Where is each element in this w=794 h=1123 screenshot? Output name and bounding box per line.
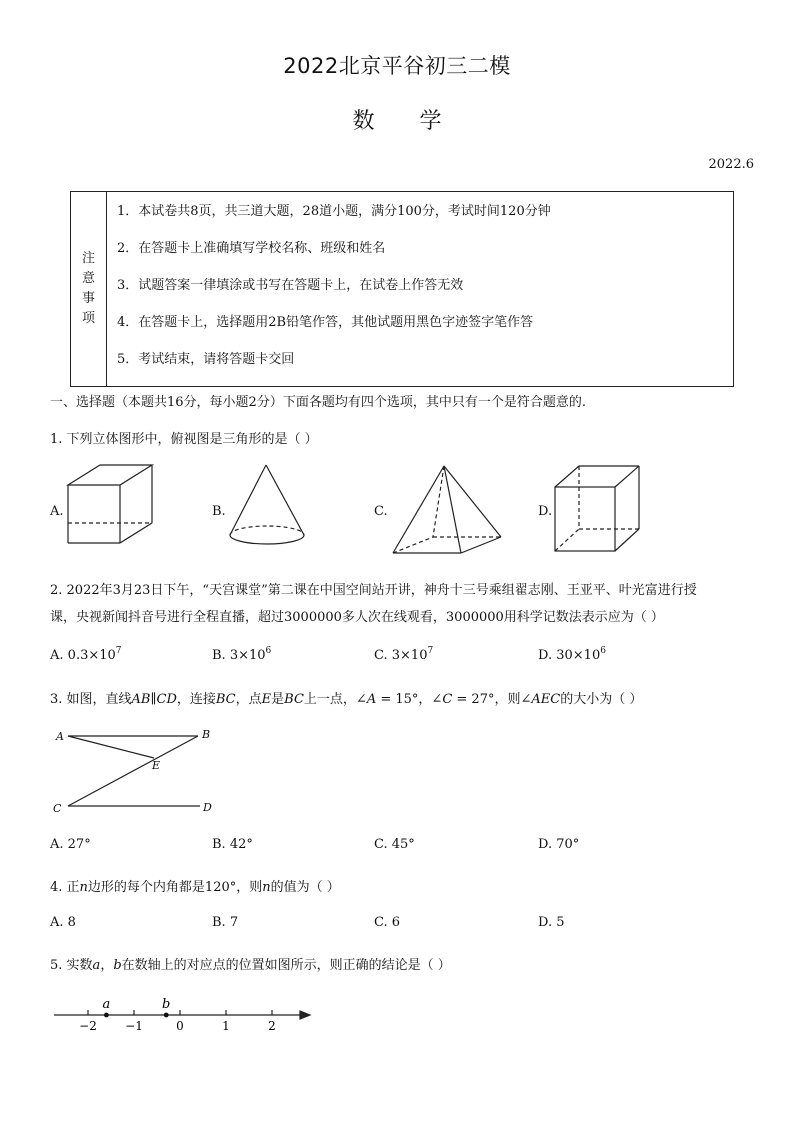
q2-stem-line1: 2. 2022年3月23日下午，“天宫课堂”第二课在中国空间站开讲，神舟十三号乘组翟志刚、王亚平、叶光富进行授 bbox=[50, 583, 697, 598]
notice-heading-char: 意 bbox=[81, 271, 95, 286]
q4-option-d: D. 5 bbox=[538, 915, 565, 930]
q2-option-a: A. $0.3\times 10^7$ bbox=[50, 646, 122, 663]
exam-date: 2022.6 bbox=[708, 157, 754, 172]
number-line-tick-label: 2 bbox=[268, 1019, 276, 1033]
notice-heading bbox=[71, 192, 107, 386]
arrow-icon bbox=[300, 1011, 310, 1019]
notice-heading-char: 项 bbox=[81, 311, 95, 326]
q1-option-a-label: A. bbox=[50, 504, 64, 519]
point-label-b: B bbox=[202, 728, 211, 741]
notice-item-2: 2．在答题卡上准确填写学校名称、班级和姓名 bbox=[117, 241, 386, 256]
q1-option-b-label: B. bbox=[212, 504, 226, 519]
q3-option-a: A. 27° bbox=[50, 837, 91, 852]
q1-stem: 1. 下列立体图形中，俯视图是三角形的是（ ） bbox=[50, 432, 318, 447]
notice-item-3: 3．试题答案一律填涂或书写在答题卡上，在试卷上作答无效 bbox=[117, 278, 464, 293]
q4-option-b: B. 7 bbox=[212, 915, 239, 930]
number-line-tick-label: −2 bbox=[79, 1019, 97, 1033]
number-line-point-label: b bbox=[162, 997, 171, 1012]
q2-option-d: D. $30\times 10^6$ bbox=[538, 646, 606, 663]
cube-figure bbox=[552, 463, 647, 558]
notice-item-5: 5．考试结束，请将答题卡交回 bbox=[117, 352, 295, 367]
number-line-tick-label: −1 bbox=[125, 1019, 143, 1033]
point-label-e: E bbox=[152, 759, 161, 772]
notice-box bbox=[70, 191, 734, 387]
q3-option-d: D. 70° bbox=[538, 837, 580, 852]
notice-heading-char: 事 bbox=[81, 291, 95, 306]
cone-figure bbox=[224, 463, 314, 553]
pyramid-figure bbox=[388, 463, 508, 558]
q2-option-c: C. $3\times 10^7$ bbox=[374, 646, 434, 663]
notice-item-4: 4．在答题卡上，选择题用2B铅笔作答，其他试题用黑色字迹签字笔作答 bbox=[117, 315, 534, 330]
q3-stem: 3. 如图，直线AB∥CD，连接BC，点E是BC上一点，∠A = 15°，∠C = 27°，则∠AEC的大小为（ ） bbox=[50, 692, 643, 707]
page-title: 2022北京平谷初三二模 bbox=[283, 54, 511, 78]
q4-stem: 4. 正n边形的每个内角都是120°，则n的值为（ ） bbox=[50, 880, 340, 895]
q4-option-a: A. 8 bbox=[50, 915, 76, 930]
number-line-tick-label: 0 bbox=[176, 1019, 184, 1033]
point-label-a: A bbox=[56, 730, 64, 743]
q1-option-c-label: C. bbox=[374, 504, 388, 519]
q2-option-b: B. $3\times 10^6$ bbox=[212, 646, 272, 663]
number-line-tick-label: 1 bbox=[222, 1019, 230, 1033]
notice-item-1: 1．本试卷共8页，共三道大题，28道小题，满分100分，考试时间120分钟 bbox=[117, 204, 551, 219]
q3-option-c: C. 45° bbox=[374, 837, 415, 852]
point-label-d: D bbox=[203, 801, 212, 814]
q2-stem-line2: 课，央视新闻抖音号进行全程直播，超过3000000多人次在线观看，3000000用科学记数法表示应为（ ） bbox=[50, 610, 664, 625]
q4-option-c: C. 6 bbox=[374, 915, 401, 930]
parallel-lines-figure bbox=[48, 724, 228, 820]
section-heading: 一、选择题（本题共16分，每小题2分）下面各题均有四个选项，其中只有一个是符合题意的. bbox=[50, 395, 586, 410]
number-line-point-label: a bbox=[102, 997, 111, 1012]
subject-title: 数 学 bbox=[352, 109, 442, 134]
triangular-prism-figure bbox=[62, 463, 162, 553]
q1-option-d-label: D. bbox=[538, 504, 553, 519]
notice-heading-char: 注 bbox=[81, 251, 95, 266]
point-label-c: C bbox=[53, 802, 62, 815]
number-line-point bbox=[164, 1013, 169, 1018]
q3-option-b: B. 42° bbox=[212, 837, 253, 852]
number-line-point bbox=[104, 1013, 109, 1018]
q5-stem: 5. 实数a，b在数轴上的对应点的位置如图所示，则正确的结论是（ ） bbox=[50, 958, 451, 973]
number-line-figure bbox=[48, 990, 318, 1040]
